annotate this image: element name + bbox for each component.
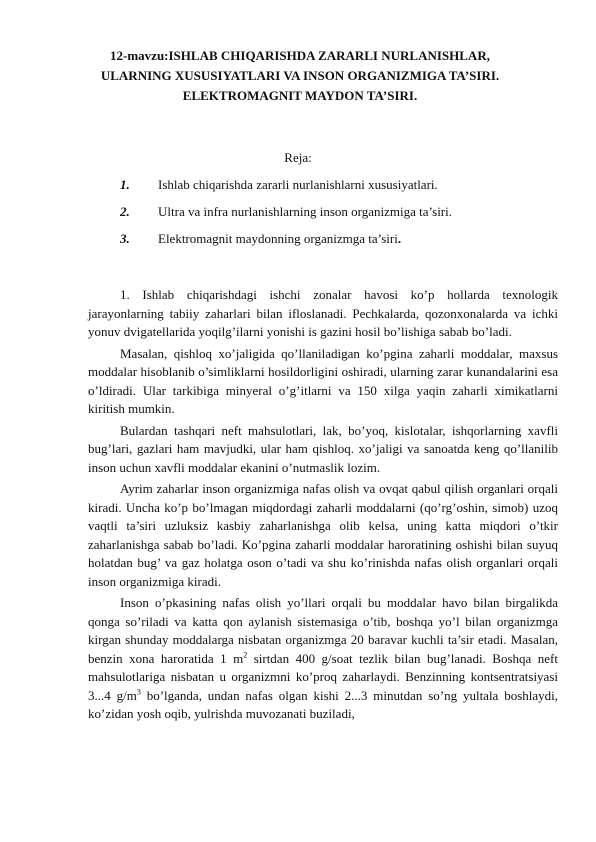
superscript-3: 3 — [136, 687, 141, 697]
paragraph-5-part-a: Inson o’pkasining nafas olish yo’llari orqali bu moddalar havo bilan birgalikda qonga so’riladi va katta qon aylanish sistemasiga o’tib, boshqa yo’l bilan organizmga kirgan shunday moddalarga nisbatan organizmga 20 baravar kuchli ta’sir etadi. Masalan, benzin xona haroratida 1 m — [88, 595, 558, 666]
body-text — [88, 286, 558, 727]
plan-item-number: 1. — [120, 177, 130, 192]
plan-item-number: 3. — [120, 231, 130, 246]
topic-title — [80, 46, 520, 106]
plan-list — [120, 176, 540, 257]
plan-heading: Reja: — [284, 150, 312, 165]
plan-item-text: Ultra va infra nurlanishlarning inson organizmiga ta’siri. — [158, 204, 452, 219]
plan-item-end-period: . — [397, 231, 402, 246]
plan-item-1 — [120, 176, 540, 203]
plan-item-text: Elektromagnit maydonning organizmga ta’siri — [158, 231, 398, 246]
paragraph-3: Bulardan tashqari neft mahsulotlari, lak, bo’yoq, kislotalar, ishqorlarning xavfli bug’lari, gazlari ham mavjudki, ular ham qishloq. xo’jaligi va sanoatda keng qo’llanilib inson uchun xavfli moddalar ekanini o’nutmaslik lozim. — [88, 422, 558, 475]
paragraph-2: Masalan, qishloq xo’jaligida qo’llaniladigan ko’pgina zaharli moddalar, maxsus moddalar hisoblanib o’simliklarni hosildorligini oshiradi, ularning zarar kunandalarini esa o’ldiradi. Ular tarkibiga minyeral o’g’itlarni va 150 xilga yaqin zaharli ximikatlarni kiritish mumkin. — [88, 345, 558, 416]
title-line-2: ULARNING XUSUSIYATLARI VA INSON ORGANIZMIGA TA’SIRI. — [100, 68, 500, 83]
plan-item-number: 2. — [120, 204, 130, 219]
paragraph-1: 1. Ishlab chiqarishdagi ishchi zonalar havosi ko’p hollarda texnologik jarayonlarning tabiiy zaharlari bilan ifloslanadi. Pechkalarda, qozonxonalarda va ichki yonuv dvigatellarida yoqilg’ilarni yonishi is gazini hosil bo’lishiga sabab bo’ladi. — [88, 287, 558, 339]
title-line-3: ELEKTROMAGNIT MAYDON TA’SIRI. — [182, 88, 418, 103]
paragraph-5 — [88, 594, 558, 724]
paragraph-5-part-c: bo’lganda, undan nafas olgan kishi 2...3 minutdan so’ng yultala boshlaydi, ko’zidan yosh oqib, yulrishda muvozanati buziladi, — [88, 687, 558, 721]
paragraph-5-part-b: sirtdan 400 g/soat tezlik bilan bug’lanadi. Boshqa neft mahsulotlariga nisbatan u organizmni ko’proq zaharlaydi. Benzinning kontsentratsiyasi 3...4 g/m — [88, 650, 558, 703]
superscript-2: 2 — [243, 650, 248, 660]
title-line-1: 12-mavzu:ISHLAB CHIQARISHDA ZARARLI NURLANISHLAR, — [110, 48, 490, 63]
plan-item-3 — [120, 230, 540, 257]
plan-item-2 — [120, 203, 540, 230]
paragraph-4: Ayrim zaharlar inson organizmiga nafas olish va ovqat qabul qilish organlari orqali kiradi. Uncha ko’p bo’lmagan miqdordagi zaharli moddalarni (qo’rg’oshin, simob) uzoq vaqtli ta’siri uzluksiz kasbiy zaharlanishga olib kelsa, uning katta miqdori o’tkir zaharlanishga sabab bo’ladi. Ko’pgina zaharli moddalar haroratining oshishi bilan suyuq holatdan bug’ va gaz holatga oson o’tadi va shu ko’rinishda nafas olish organlari orqali inson organizmiga kiradi. — [88, 481, 558, 589]
plan-item-text: Ishlab chiqarishda zararli nurlanishlarni xususiyatlari. — [158, 177, 438, 192]
